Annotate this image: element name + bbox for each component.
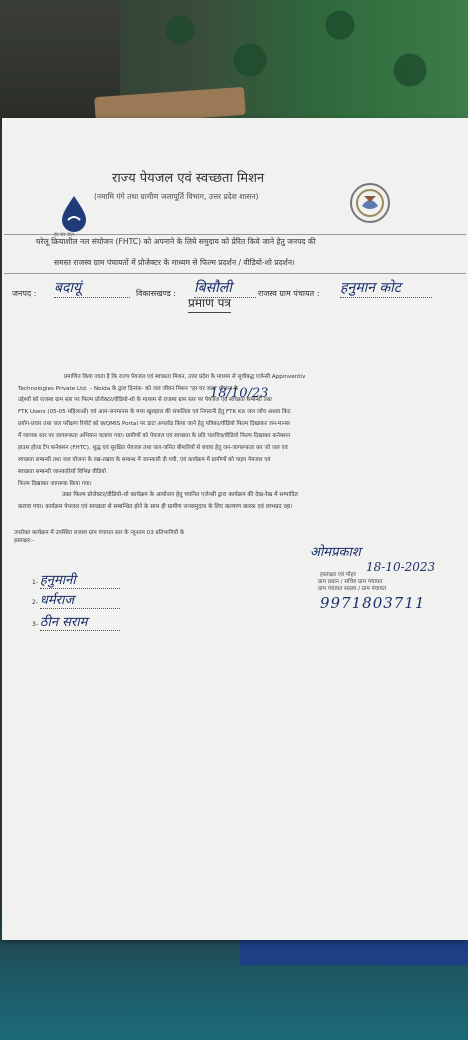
panchayat-label: राजस्व ग्राम पंचायत : xyxy=(258,289,320,298)
witness-label-line-1: उपरोक्त कार्यक्रम में उपस्थित राजस्व ग्राम पंचायत स्तर के न्यूनतम 03 प्रतिभागियों के xyxy=(14,530,185,536)
certificate-title: प्रमाण पत्र xyxy=(188,294,231,313)
district-value: बदायूं xyxy=(54,278,130,298)
signatory-line-3: ग्राम पंचायत सदस्य / ग्राम पंचायत xyxy=(318,586,387,592)
org-subtitle: (नमामि गंगे तथा ग्रामीण जलापूर्ति विभाग, उत्तर प्रदेश शासन) xyxy=(94,192,259,201)
witness-2 xyxy=(32,590,120,609)
body-line-10: फिल्म दिखाकर जागरूक किया गया। xyxy=(18,481,92,487)
signatory-line-1: हस्ताक्षर एवं मोहर xyxy=(320,572,356,578)
closing-line-1: उक्त फिल्म प्रोजेक्टर/वीडियो-शो कार्यक्रम के आयोजन हेतु चयनित एजेन्सी द्वारा कार्यक्रम की देख-रेख में सम्पादित xyxy=(62,492,298,498)
witness-number: 3- xyxy=(32,621,38,628)
witness-number: 1- xyxy=(32,579,38,586)
witness-number: 2- xyxy=(32,599,38,606)
body-line-9: स्वच्छता सम्बन्धी जानकारियों विभिन्न वीडियो xyxy=(18,469,106,475)
witness-1 xyxy=(32,570,120,589)
witness-signature: धर्मराज xyxy=(40,590,120,609)
body-line-1: प्रमाणित किया जाता है कि राज्य पेयजल एवं स्वच्छता मिशन, उत्तर प्रदेश के माध्यम से सूचीबद्ध एजेन्सी Appinventiv xyxy=(64,374,306,380)
body-line-7: हाउस होल्ड टैप कनेक्शन (FHTC), शुद्ध एवं सुरक्षित पेयजल तथा जल-जनित बीमारियों से बचाव हेतु जन-जागरूकता कर जो जल एवं xyxy=(18,445,288,451)
body-line-8: स्वच्छता सम्बन्धी तथा जल योजना के रख-रखाव के सम्बन्ध में जानकारी दी गयी, एवं कार्यक्रम में ग्रामीणों को पाइप पेयजल एवं xyxy=(18,457,271,463)
body-line-2: Technologies Private Ltd. – Noida के द्वारा दिनांक- को जल जीवन मिशन "हर घर जल" योजना के xyxy=(18,386,239,392)
closing-line-2: कराया गया। कार्यक्रम पेयजल एवं स्वच्छता से सम्बन्धित होने के साथ ही ग्रामीण जनसमुदाय के लिए कल्याण कारक एवं लाभप्रद रहा। xyxy=(18,504,293,510)
org-title: राज्य पेयजल एवं स्वच्छता मिशन xyxy=(112,171,265,186)
banner-line-2: समस्त राजस्व ग्राम पंचायतों में प्रोजेक्टर के माध्यम से फिल्म प्रदर्शन / वीडियो-शो प्रदर्शन। xyxy=(54,258,295,267)
logo-caption: हर घर जल xyxy=(54,232,74,238)
body-line-3: उद्देश्यों को राजस्व ग्राम स्तर पर फिल्म प्रोजेक्टर/वीडियो-शो के माध्यम से राजस्व ग्राम स्तर पर पेयजल एवं स्वच्छता सम्बन्धी तथा xyxy=(18,397,272,403)
signatory-phone: 9971803711 xyxy=(320,594,426,612)
block-value: बिसौली xyxy=(194,278,256,298)
witness-signature: हनुमानी xyxy=(40,570,120,589)
har-ghar-jal-logo-icon xyxy=(54,194,94,238)
witness-signature: ठीन सराम xyxy=(40,612,120,631)
block-label: विकासखण्ड : xyxy=(136,289,177,298)
signatory-date: 18-10-2023 xyxy=(366,560,436,574)
program-date: 18/10/23 xyxy=(210,386,269,401)
body-line-6: में व्यापक स्तर पर जागरूकता अभियान चलाया गया। ग्रामीणों को पेयजल एवं स्वच्छता के प्रति चलचित्र/वीडियो फिल्म दिखाकर कनेक्शन xyxy=(18,433,291,439)
signatory-line-2: ग्राम प्रधान / सचिव ग्राम पंचायत xyxy=(318,579,383,585)
body-line-4: FTK Users (05-05 महिलाओं) एवं आम-जनमानस के मध्य खुशहाल की सफलिता एवं निगरानी हेतु FTK Kit जल जाँच अथवा किट xyxy=(18,409,291,415)
up-emblem-icon xyxy=(349,182,391,224)
signatory-signature: ओमप्रकाश xyxy=(310,545,361,560)
certificate-document xyxy=(2,118,468,940)
body-line-5: प्रयोग-प्रचार तथा जल परीक्षण रिपोर्ट को WQMIS Portal पर डाटा अपलोड किया जाने हेतु पत्रिका/वीडियो फिल्म दिखाकर जन-मानस xyxy=(18,421,290,427)
district-label: जनपद : xyxy=(12,289,37,298)
banner-line-1: घरेलू क्रियाशील नल संयोजन (FHTC) को अपनाने के लिये समुदाय को प्रेरित किये जाने हेतु जनपद की xyxy=(36,237,316,246)
panchayat-value: हनुमान कोट xyxy=(340,278,432,298)
witness-3 xyxy=(32,612,120,631)
witness-label-line-2: हस्ताक्षर:- xyxy=(14,538,34,544)
